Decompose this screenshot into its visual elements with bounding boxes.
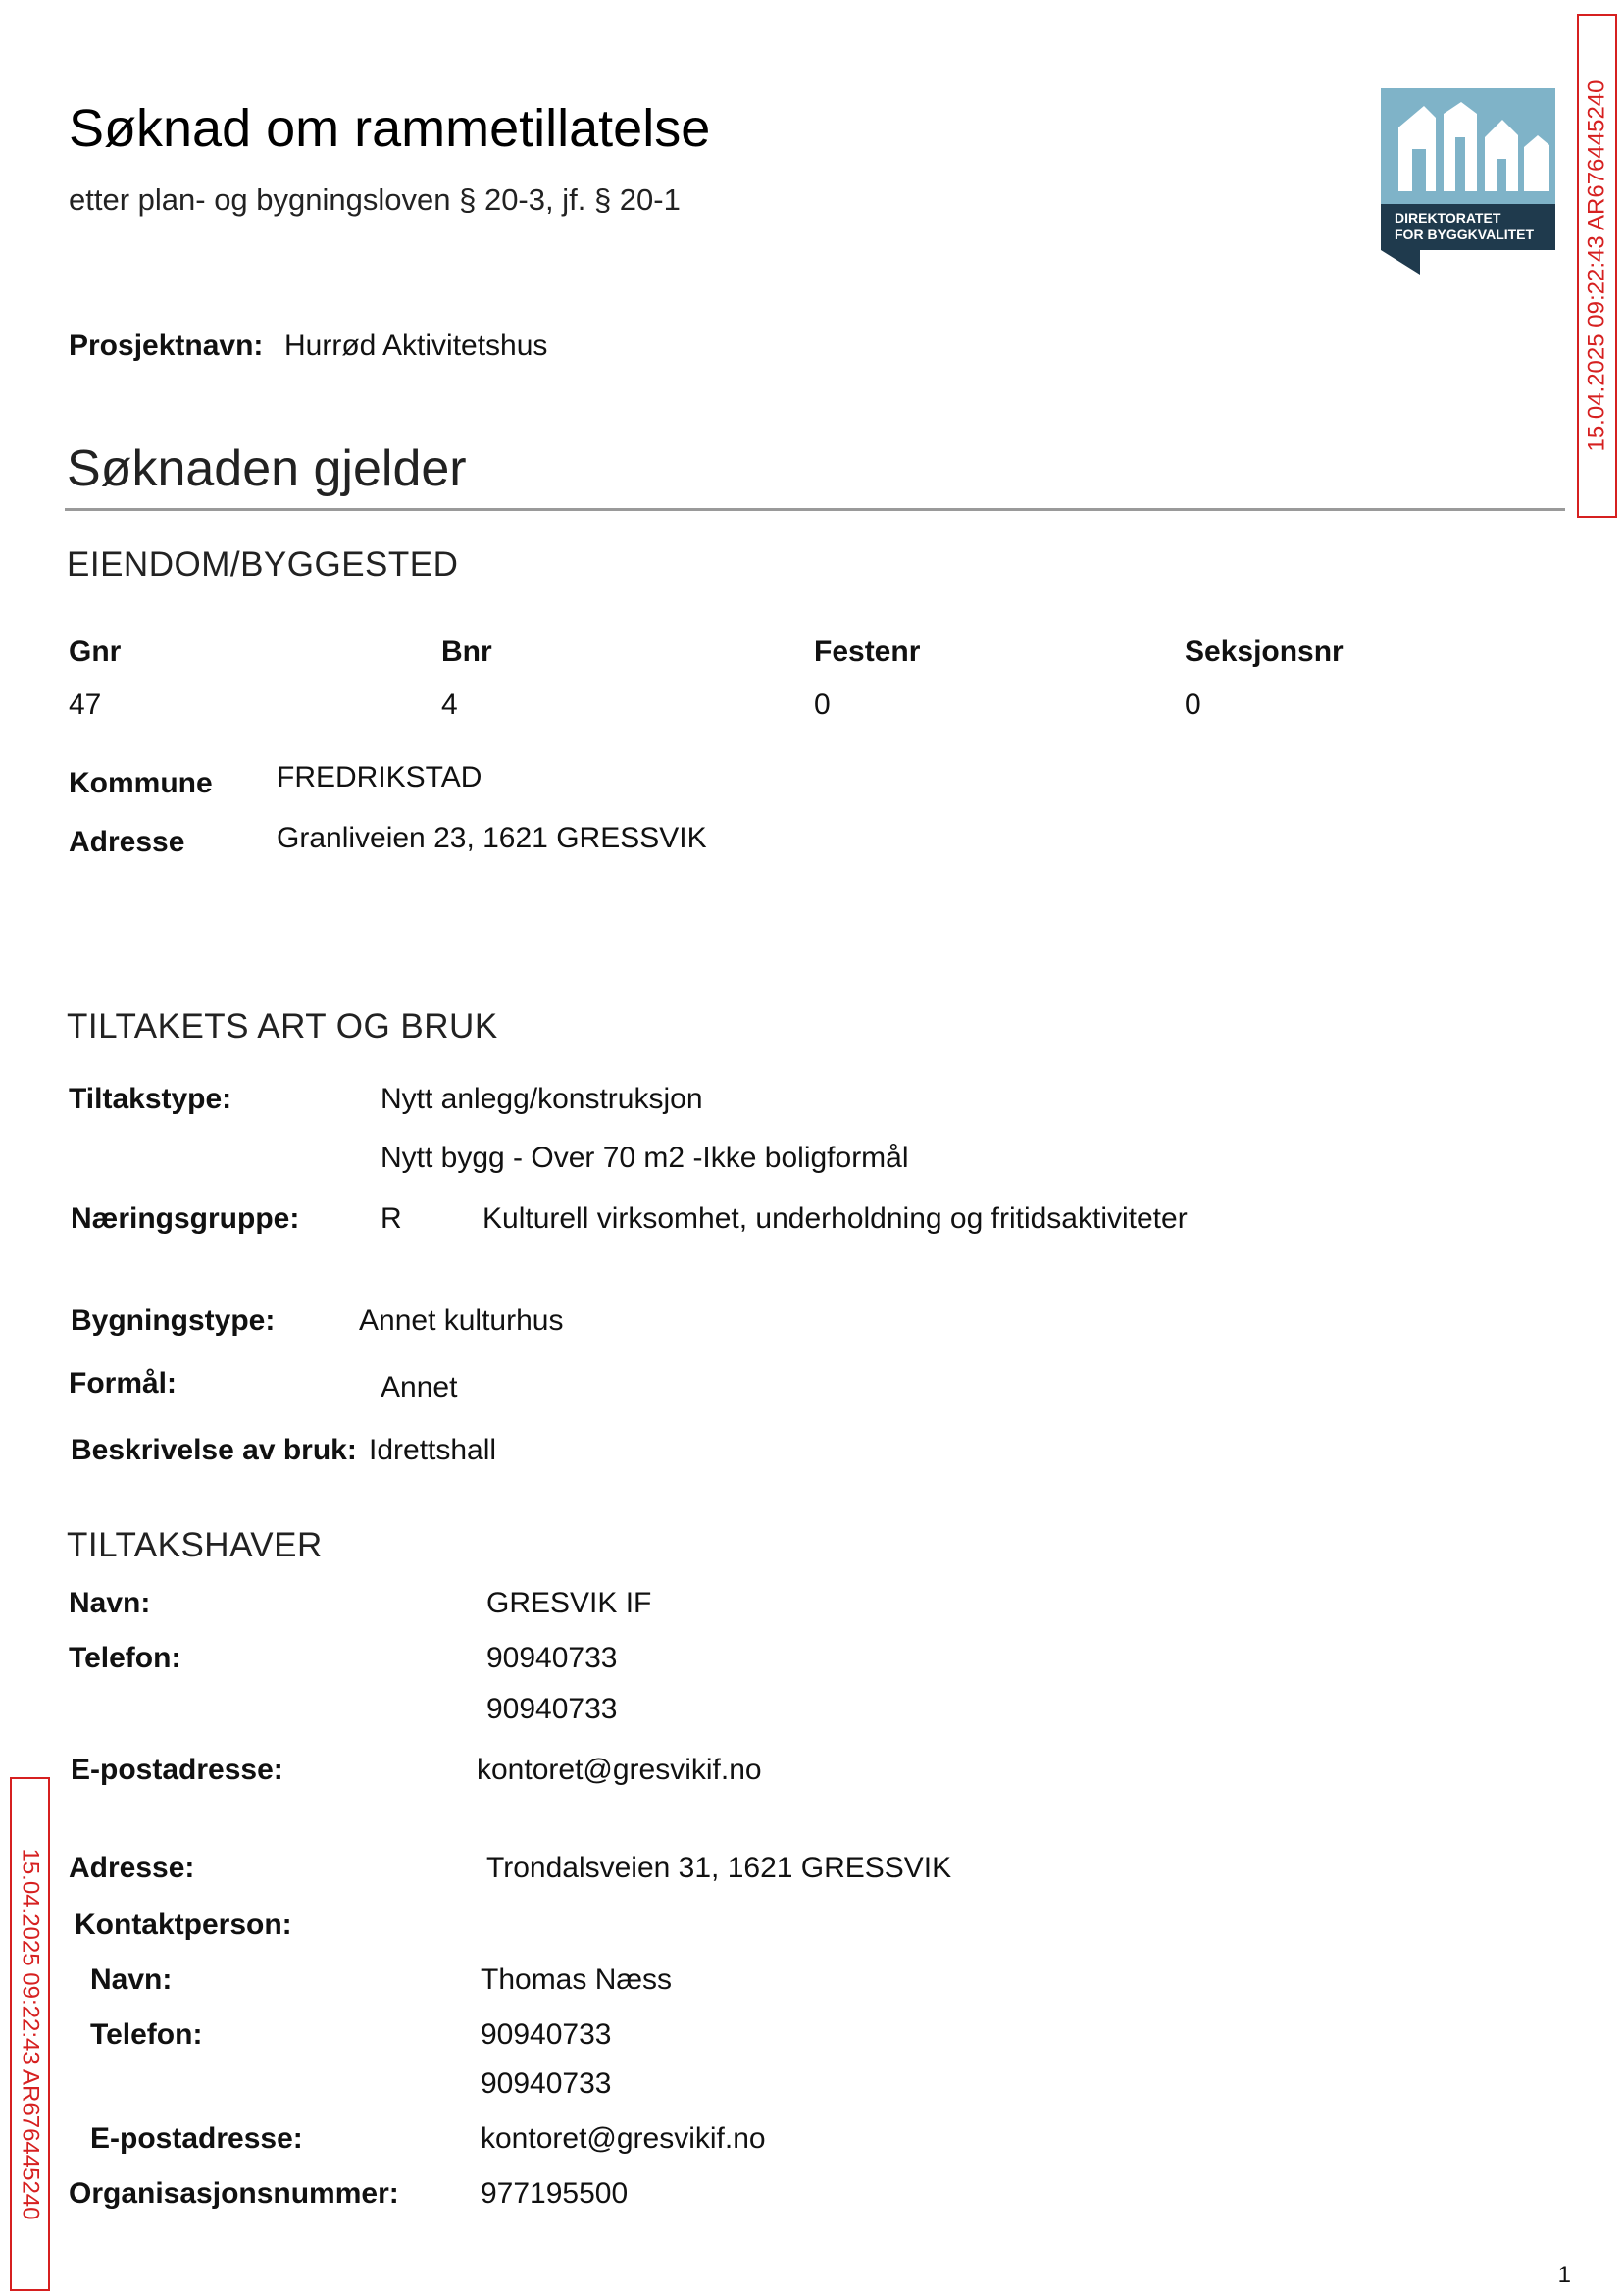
festenr-value: 0 [814,688,831,721]
contact-email-value: kontoret@gresvikif.no [481,2122,766,2155]
tiltakstype-value-2: Nytt bygg - Over 70 m2 -Ikke boligformål [381,1142,909,1174]
document-subtitle: etter plan- og bygningsloven § 20-3, jf. § 20-1 [69,182,681,217]
dibk-logo-graphic [1381,88,1555,277]
contact-person-label: Kontaktperson: [75,1909,292,1941]
owner-email-label: E-postadresse: [71,1754,283,1786]
project-name-label: Prosjektnavn: [69,330,264,362]
property-address-label: Adresse [69,826,185,858]
contact-phone-value-1: 90940733 [481,2018,612,2051]
gnr-label: Gnr [69,636,122,668]
kommune-label: Kommune [69,767,213,799]
naeringsgruppe-label: Næringsgruppe: [71,1202,300,1235]
formal-label: Formål: [69,1367,178,1400]
archive-stamp-left [10,1777,50,2291]
archive-stamp-left-text: 15.04.2025 09:22:43 AR676445240 [17,1848,44,2220]
naeringsgruppe-code: R [381,1202,402,1235]
owner-name-label: Navn: [69,1587,151,1619]
owner-name-value: GRESVIK IF [486,1587,652,1619]
document-title: Søknad om rammetillatelse [69,99,711,158]
owner-phone-value-2: 90940733 [486,1693,618,1725]
contact-name-label: Navn: [90,1963,173,1996]
seksjonsnr-value: 0 [1185,688,1201,721]
tiltakstype-label: Tiltakstype: [69,1083,232,1115]
bnr-value: 4 [441,688,458,721]
logo-text-line1: DIREKTORATET [1395,210,1501,226]
contact-phone-label: Telefon: [90,2018,203,2051]
owner-address-value: Trondalsveien 31, 1621 GRESSVIK [486,1852,952,1884]
archive-stamp-right [1577,14,1617,518]
formal-value: Annet [381,1371,458,1403]
section-title: Søknaden gjelder [67,440,467,497]
naeringsgruppe-value: Kulturell virksomhet, underholdning og fritidsaktiviteter [482,1202,1188,1235]
tiltakstype-value-1: Nytt anlegg/konstruksjon [381,1083,703,1115]
owner-phone-label: Telefon: [69,1642,181,1674]
owner-email-value: kontoret@gresvikif.no [477,1754,762,1786]
owner-address-label: Adresse: [69,1852,195,1884]
beskrivelse-value: Idrettshall [369,1434,497,1466]
property-heading: EIENDOM/BYGGESTED [67,545,459,584]
org-number-value: 977195500 [481,2177,629,2210]
section-divider [65,508,1565,511]
contact-phone-value-2: 90940733 [481,2067,612,2100]
archive-stamp-right-text: 15.04.2025 09:22:43 AR676445240 [1583,79,1610,452]
measure-heading: TILTAKETS ART OG BRUK [67,1007,498,1045]
seksjonsnr-label: Seksjonsnr [1185,636,1344,668]
contact-name-value: Thomas Næss [481,1963,673,1996]
project-name-value: Hurrød Aktivitetshus [284,330,548,362]
logo-text-line2: FOR BYGGKVALITET [1395,227,1535,242]
owner-phone-value-1: 90940733 [486,1642,618,1674]
owner-heading: TILTAKSHAVER [67,1526,323,1564]
dibk-logo [1381,88,1555,277]
beskrivelse-label: Beskrivelse av bruk: [71,1434,357,1466]
festenr-label: Festenr [814,636,921,668]
bnr-label: Bnr [441,636,492,668]
contact-email-label: E-postadresse: [90,2122,303,2155]
org-number-label: Organisasjonsnummer: [69,2177,399,2210]
page-number: 1 [1557,2262,1571,2288]
gnr-value: 47 [69,688,102,721]
kommune-value: FREDRIKSTAD [277,761,482,793]
property-address-value: Granliveien 23, 1621 GRESSVIK [277,822,707,854]
bygningstype-value: Annet kulturhus [359,1304,564,1337]
bygningstype-label: Bygningstype: [71,1304,276,1337]
